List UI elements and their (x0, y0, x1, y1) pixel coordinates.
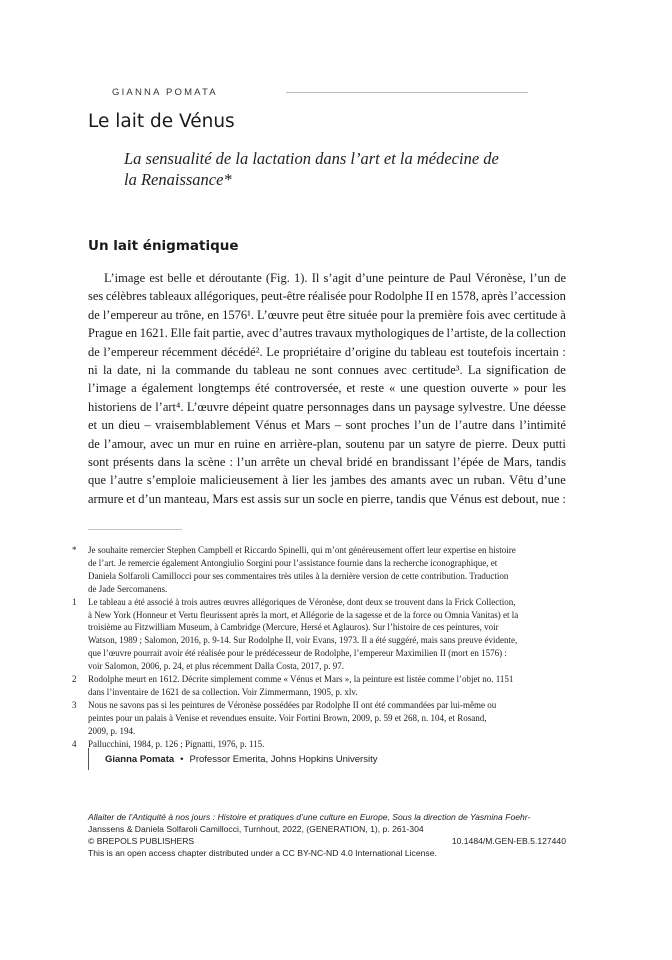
footnote (72, 699, 566, 738)
section-heading: Un lait énigmatique (88, 238, 239, 254)
footnote-line: de l’art. Je remercie également Antongiulio Sorgini pour l’assistance fournie dans la recherche iconographique, et (88, 557, 498, 568)
body-line: L’image est belle et déroutante (Fig. 1). Il s’agit d’une peinture de Paul Véronèse, l’un de (104, 271, 566, 285)
body-line: ses célèbres tableaux allégoriques, peut-être réalisée pour Rodolphe II en 1578, après l’accession (88, 289, 566, 304)
publication-citation-line: Allaiter de l’Antiquité à nos jours : Histoire et pratiques d’une culture en Europe, Sous la direction de Yasmina Foehr- (88, 812, 531, 822)
publication-info (88, 811, 566, 859)
affiliation-name: Gianna Pomata (105, 753, 175, 765)
body-line: que l’autre s’emploie malicieusement à lier les jambes des amants avec un ruban. Vêtu d’une (88, 473, 566, 488)
footnotes (72, 544, 566, 751)
footnote-rule (88, 529, 182, 530)
footnote-line: voir Salomon, 2006, p. 24, et plus récemment Dalla Costa, 2017, p. 97. (88, 661, 344, 672)
header-rule (286, 92, 528, 93)
footnote (72, 544, 566, 596)
footnote-line: Je souhaite remercier Stephen Campbell et Riccardo Spinelli, qui m’ont généreusement offert leur expertise en histoire (88, 545, 516, 555)
footnote-line: à New York (Honneur et Vertu fleurissent après la mort, et Allégorie de la sagesse et de la force ou Omnia Vanitas) et la (88, 609, 519, 620)
author-affiliation (88, 748, 377, 770)
doi: 10.1484/M.GEN-EB.5.127440 (451, 836, 566, 846)
running-author: GIANNA POMATA (112, 87, 218, 98)
footnote-mark: * (72, 545, 77, 555)
body-line: historiens de l’art⁴. L’œuvre dépeint quatre personnages dans un paysage sylvestre. Une déesse (88, 399, 566, 414)
chapter-subtitle (124, 148, 564, 190)
license-statement: This is an open access chapter distributed under a CC BY-NC-ND 4.0 International License. (88, 848, 437, 858)
footnote-line: Pallucchini, 1984, p. 126 ; Pignatti, 1976, p. 115. (88, 738, 265, 749)
footnote-line: 2009, p. 194. (88, 725, 136, 736)
subtitle-line: La sensualité de la lactation dans l’art et la médecine de (124, 149, 499, 168)
body-line: de l’empereur au trône, en 1576¹. L’œuvre peut être située pour la première fois avec certitude à (88, 307, 566, 322)
body-line: ni la date, ni la commande du tableau ne sont connues avec certitude³. La signification de (88, 363, 566, 378)
body-paragraph (88, 269, 566, 508)
footnote-line: troisième au Fitzwilliam Museum, à Cambridge (Mercure, Hersé et Aglauros). Sur l’histoire de ces peintures, voir (88, 622, 499, 633)
footnote-line: que l’œuvre pourrait avoir été réalisée pour le prédécesseur de Rodolphe, l’empereur Maximilien II (mort en 1576) : (88, 648, 507, 659)
publication-citation-line: Janssens & Daniela Solfaroli Camillocci, Turnhout, 2022, (GENERATION, 1), p. 261-304 (88, 824, 424, 834)
footnote-line: de Jade Sercomanens. (88, 583, 168, 594)
body-line: Prague en 1621. Elle fait partie, avec d’autres travaux mythologiques de l’artiste, de la collection (88, 326, 566, 341)
body-line: de l’amour, avec un mur en ruine en arrière-plan, soutenu par un satyre de pierre. Deux putti (88, 436, 566, 451)
footnote (72, 596, 566, 673)
subtitle-line: la Renaissance* (124, 170, 232, 189)
footnote-line: Rodolphe meurt en 1612. Décrite simplement comme « Vénus et Mars », la peinture est listée comme l’objet no. 1151 (88, 674, 514, 685)
running-header (112, 87, 528, 98)
affiliation-role: Professor Emerita, Johns Hopkins University (189, 753, 378, 765)
body-line: et un dieu – vraisemblablement Vénus et Mars – sont proches l’un de l’autre dans l’intimité (88, 418, 566, 433)
chapter-title: Le lait de Vénus (88, 111, 235, 132)
footnote-line: peintes pour un palais à Venise et revendues ensuite. Voir Fortini Brown, 2009, p. 59 et 268, n. 104, et Rosand, (88, 712, 487, 723)
body-line: l’image a également longtemps été controversée, et reste « une question ouverte » pour les (88, 381, 566, 396)
footnote-mark: 3 (72, 699, 77, 710)
footnote-mark: 2 (72, 674, 77, 685)
footnote-line: Watson, 1989 ; Salomon, 2016, p. 9-14. Sur Rodolphe II, voir Evans, 1973. Il a été suggéré, mais sans preuve évidente, (88, 635, 518, 646)
footnote-mark: 1 (72, 596, 77, 607)
publisher-row (88, 835, 566, 847)
footnote-line: Daniela Solfaroli Camillocci pour ses commentaires très utiles à la dernière version de cette contribution. Traduction (88, 570, 509, 581)
footnote-mark: 4 (72, 738, 77, 749)
bullet-separator: • (180, 753, 184, 765)
footnote-line: Le tableau a été associé à trois autres œuvres allégoriques de Véronèse, dont deux se trouvent dans la Frick Collection, (88, 596, 516, 607)
body-line: de l’empereur récemment décédé². Le propriétaire d’origine du tableau est toutefois incertain : (88, 344, 566, 359)
publisher: © BREPOLS PUBLISHERS (88, 836, 195, 846)
footnote-line: dans l’inventaire de 1621 de sa collection. Voir Zimmermann, 1905, p. xlv. (88, 686, 358, 697)
footnote-line: Nous ne savons pas si les peintures de Véronèse possédées par Rodolphe II ont été commandées par lui-même ou (88, 699, 497, 710)
body-line: armure et d’un manteau, Mars est assis sur un socle en pierre, tandis que Vénus est debout, nue : (88, 491, 566, 506)
body-line: sont présents dans la scène : l’un arrête un cheval bridé en brandissant l’épée de Mars, tandis (88, 455, 566, 470)
footnote (72, 673, 566, 699)
